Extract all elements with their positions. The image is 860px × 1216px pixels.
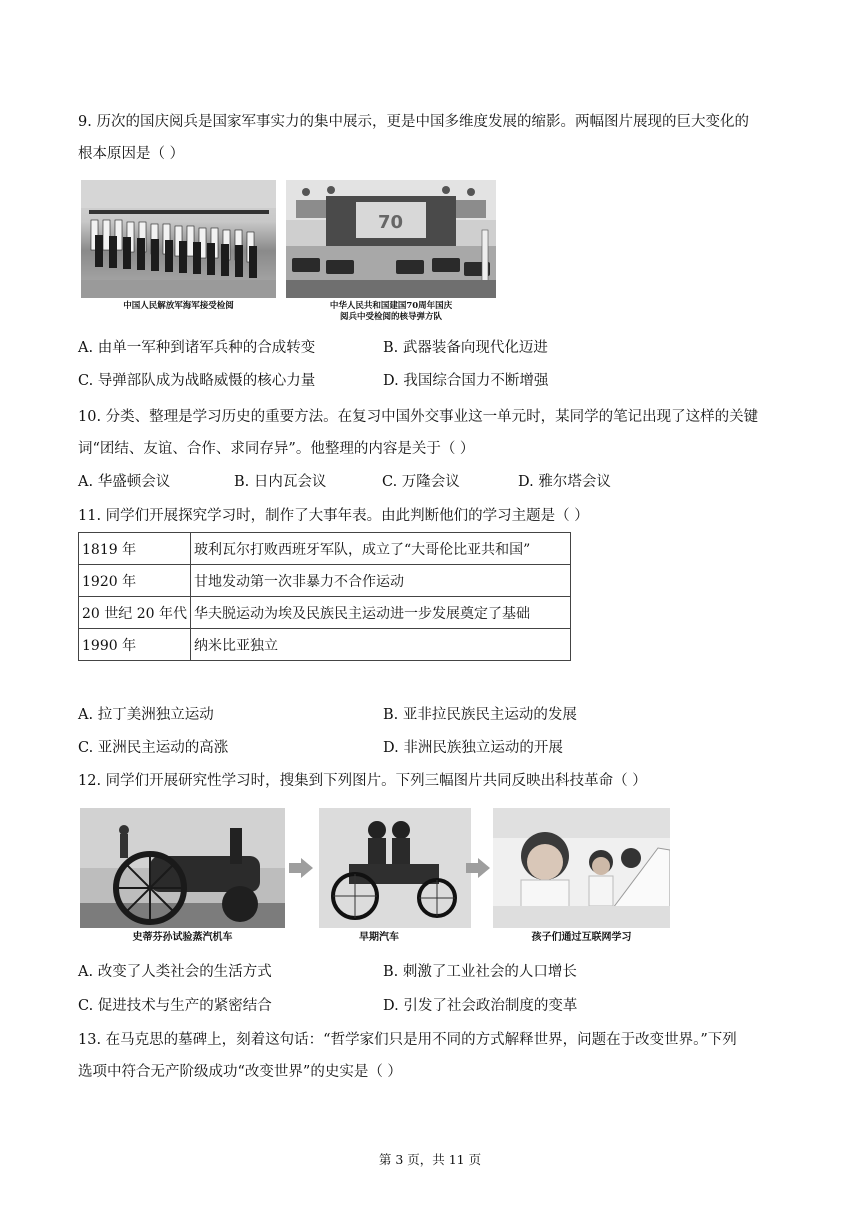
q9-option-d[interactable]: D. 我国综合国力不断增强 (383, 373, 549, 389)
table-row (79, 533, 571, 565)
missile-parade-caption-line1: 中华人民共和国建国70周年国庆 (329, 301, 453, 311)
q10-option-c[interactable]: C. 万隆会议 (382, 474, 460, 490)
table-cell-year: 1990 年 (79, 629, 191, 661)
q12-option-c[interactable]: C. 促进技术与生产的紧密结合 (78, 998, 272, 1014)
steam-engine-caption: 史蒂芬孙试验蒸汽机车 (132, 932, 233, 943)
q9-option-a[interactable]: A. 由单一军种到诸军兵种的合成转变 (78, 340, 316, 356)
table-cell-event: 华夫脱运动为埃及民族民主运动进一步发展奠定了基础 (190, 597, 570, 629)
q11-stem: 11. 同学们开展探究学习时，制作了大事年表。由此判断他们的学习主题是（ ） (78, 508, 589, 524)
missile-parade-caption-line2: 阅兵中受检阅的核导弹方队 (339, 312, 442, 322)
missile-parade-photo (286, 180, 496, 298)
table-cell-event: 甘地发动第一次非暴力不合作运动 (190, 565, 570, 597)
chronology-table (78, 532, 571, 661)
q11-option-d[interactable]: D. 非洲民族独立运动的开展 (383, 740, 563, 756)
q9-stem-line1: 9. 历次的国庆阅兵是国家军事实力的集中展示，更是中国多维度发展的缩影。两幅图片展现的巨大变化的 (78, 114, 749, 130)
table-row (79, 597, 571, 629)
q12-option-d[interactable]: D. 引发了社会政治制度的变革 (383, 998, 578, 1014)
q10-option-a[interactable]: A. 华盛顿会议 (78, 474, 171, 490)
arrow-right-icon (466, 858, 490, 878)
early-car-photo (319, 808, 471, 928)
table-cell-year: 1920 年 (79, 565, 191, 597)
steam-engine-photo (80, 808, 285, 928)
svg-text:70: 70 (378, 212, 404, 233)
q11-option-b[interactable]: B. 亚非拉民族民主运动的发展 (383, 707, 577, 723)
q9-stem-line2: 根本原因是（ ） (78, 146, 185, 162)
arrow-right-icon (289, 858, 313, 878)
q10-option-d[interactable]: D. 雅尔塔会议 (518, 474, 611, 490)
children-internet-caption: 孩子们通过互联网学习 (531, 932, 632, 943)
q9-option-c[interactable]: C. 导弹部队成为战略威慑的核心力量 (78, 373, 316, 389)
table-row (79, 629, 571, 661)
children-internet-photo (493, 808, 670, 928)
q12-option-b[interactable]: B. 刺激了工业社会的人口增长 (383, 964, 577, 980)
q12-option-a[interactable]: A. 改变了人类社会的生活方式 (78, 964, 272, 980)
navy-parade-caption: 中国人民解放军海军接受检阅 (123, 301, 234, 311)
table-cell-year: 20 世纪 20 年代 (79, 597, 191, 629)
q13-stem-line1: 13. 在马克思的墓碑上，刻着这句话：“哲学家们只是用不同的方式解释世界，问题在于改变世界。”下列 (78, 1032, 737, 1048)
q12-stem: 12. 同学们开展研究性学习时，搜集到下列图片。下列三幅图片共同反映出科技革命（ ） (78, 773, 647, 789)
q11-option-a[interactable]: A. 拉丁美洲独立运动 (78, 707, 214, 723)
q10-stem-line2: 词“团结、友谊、合作、求同存异”。他整理的内容是关于（ ） (78, 441, 475, 457)
early-car-caption: 早期汽车 (359, 932, 399, 943)
table-row (79, 565, 571, 597)
q11-option-c[interactable]: C. 亚洲民主运动的高涨 (78, 740, 229, 756)
q13-stem-line2: 选项中符合无产阶级成功“改变世界”的史实是（ ） (78, 1064, 402, 1080)
page-number-footer: 第 3 页，共 11 页 (378, 1152, 482, 1167)
table-cell-event: 玻利瓦尔打败西班牙军队，成立了“大哥伦比亚共和国” (190, 533, 570, 565)
q10-stem-line1: 10. 分类、整理是学习历史的重要方法。在复习中国外交事业这一单元时，某同学的笔记出现了这样的关键 (78, 409, 759, 425)
table-cell-year: 1819 年 (79, 533, 191, 565)
navy-parade-photo (81, 180, 276, 298)
table-cell-event: 纳米比亚独立 (190, 629, 570, 661)
q10-option-b[interactable]: B. 日内瓦会议 (234, 474, 327, 490)
q9-option-b[interactable]: B. 武器装备向现代化迈进 (383, 340, 548, 356)
